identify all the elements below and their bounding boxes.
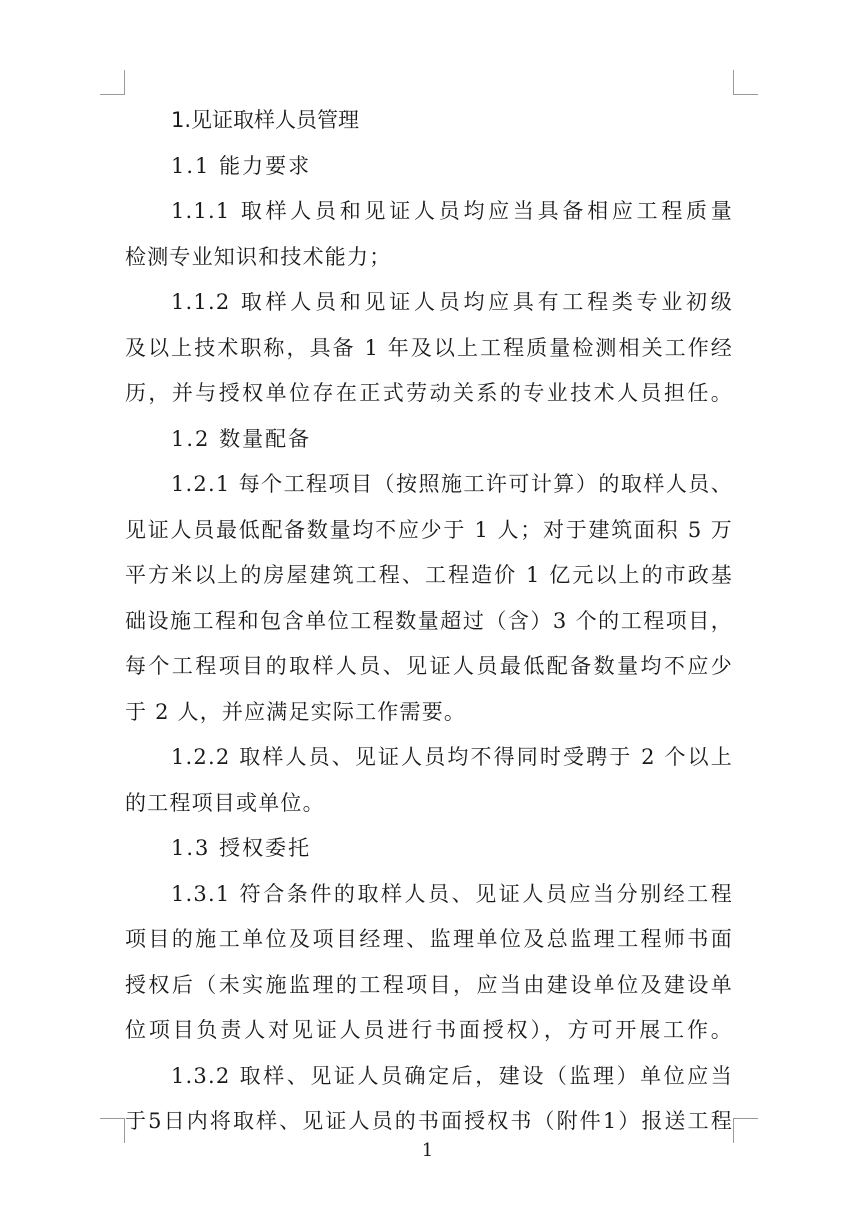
text-line: 历，并与授权单位存在正式劳动关系的专业技术人员担任。 xyxy=(125,381,733,405)
subsection-heading: 1.1 能力要求 xyxy=(171,153,312,178)
document-body xyxy=(125,98,733,1145)
text-line: 项目的施工单位及项目经理、监理单位及总监理工程师书面 xyxy=(125,927,733,951)
corner-mark-top-left xyxy=(100,70,125,95)
subsection-heading: 1.2 数量配备 xyxy=(171,426,312,451)
text-line: 1.1.2 取样人员和见证人员均应具有工程类专业初级 xyxy=(171,290,733,314)
text-line: 授权后（未实施监理的工程项目，应当由建设单位及建设单 xyxy=(125,972,733,997)
text-line: 的工程项目或单位。 xyxy=(125,790,325,815)
text-line: 1.2.1 每个工程项目（按照施工许可计算）的取样人员、 xyxy=(171,472,733,496)
text-line: 每个工程项目的取样人员、见证人员最低配备数量均不应少 xyxy=(125,654,733,678)
text-line: 平方米以上的房屋建筑工程、工程造价 1 亿元以上的市政基 xyxy=(125,563,733,587)
section-title: 1.见证取样人员管理 xyxy=(171,108,360,132)
text-line: 于 2 人，并应满足实际工作需要。 xyxy=(125,699,467,724)
text-line: 见证人员最低配备数量均不应少于 1 人；对于建筑面积 5 万 xyxy=(125,517,733,542)
text-line: 检测专业知识和技术能力； xyxy=(125,244,392,269)
text-line: 1.2.2 取样人员、见证人员均不得同时受聘于 2 个以上 xyxy=(171,745,733,769)
text-line: 1.3.2 取样、见证人员确定后，建设（监理）单位应当 xyxy=(171,1063,733,1088)
text-line: 位项目负责人对见证人员进行书面授权），方可开展工作。 xyxy=(125,1018,733,1042)
subsection-heading: 1.3 授权委托 xyxy=(171,836,312,860)
text-line: 础设施工程和包含单位工程数量超过（含）3 个的工程项目， xyxy=(125,608,733,633)
page-number: 1 xyxy=(421,1140,434,1161)
text-line: 于5日内将取样、见证人员的书面授权书（附件1）报送工程 xyxy=(125,1109,733,1133)
text-line: 1.1.1 取样人员和见证人员均应当具备相应工程质量 xyxy=(171,199,733,223)
text-line: 1.3.1 符合条件的取样人员、见证人员应当分别经工程 xyxy=(171,881,733,906)
corner-mark-top-right xyxy=(733,70,758,95)
text-line: 及以上技术职称，具备 1 年及以上工程质量检测相关工作经 xyxy=(125,335,733,360)
